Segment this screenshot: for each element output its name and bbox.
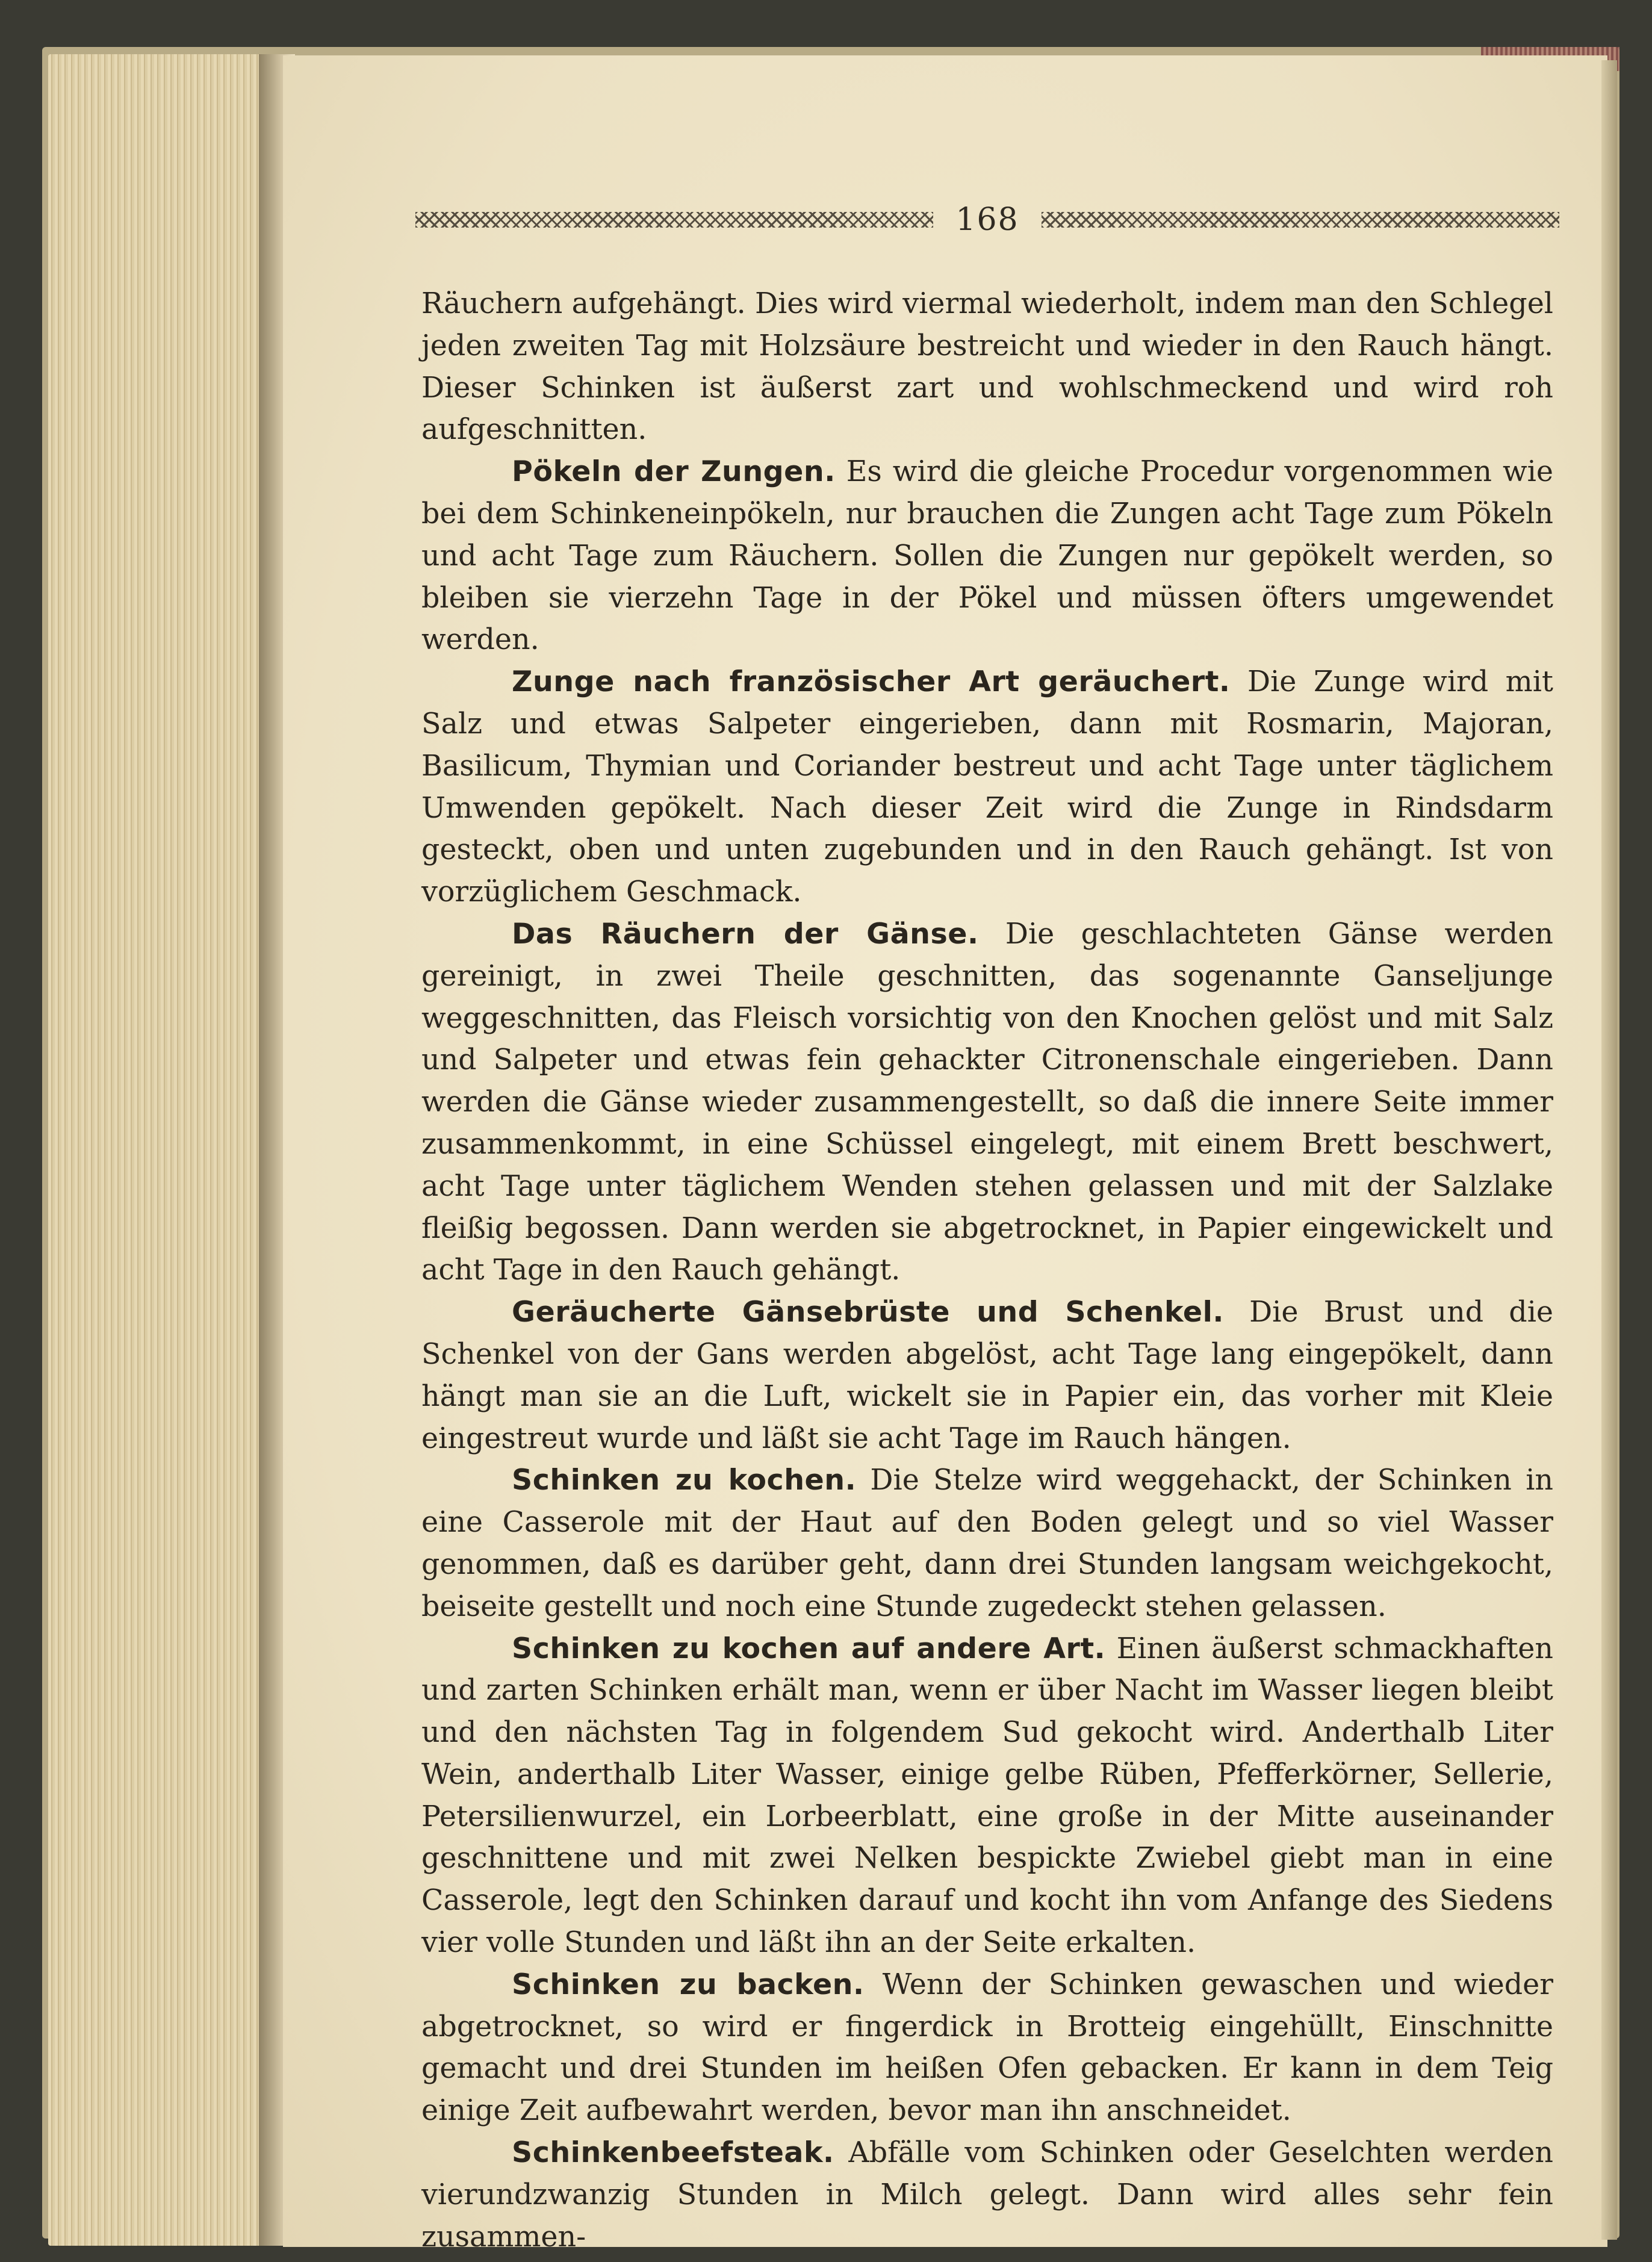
paragraph-heading: Pökeln der Zungen. <box>512 455 836 489</box>
paragraph <box>421 2132 1553 2258</box>
paragraph <box>421 913 1553 1291</box>
paragraph-text: Die Brust und die Schenkel von der Gans werden abgelöst, acht Tage lang eingepökelt, dann hängt man sie an die Luft, wickelt sie in Papier ein, das vorher mit Kleie eingestreut wurde und läßt sie acht Tage im Rauch hängen. <box>421 1296 1554 1455</box>
paragraph-text: Es wird die gleiche Procedur vorgenommen wie bei dem Schinkeneinpökeln, nur brauchen die Zungen acht Tage zum Pökeln und acht Tage zum Räuchern. Sollen die Zungen nur gepökelt werden, so bleiben sie vierzehn Tage in der Pökel und müssen öfters umgewendet werden. <box>421 455 1553 657</box>
page-number: 168 <box>955 202 1019 238</box>
header-ornament-right <box>1042 212 1559 228</box>
paragraph-heading: Schinkenbeefsteak. <box>512 2136 834 2170</box>
paragraph-heading: Schinken zu backen. <box>512 1968 865 2001</box>
paragraph <box>421 1459 1553 1627</box>
paragraph-text: Die Zunge wird mit Salz und etwas Salpeter eingerieben, dann mit Rosmarin, Majoran, Basilicum, Thymian und Coriander bestreut und acht Tage unter täglichem Umwenden gepökelt. Nach dieser Zeit wird die Zunge in Rindsdarm gesteckt, oben und unten zugebunden und in den Rauch gehängt. Ist von vorzüglichem Geschmack. <box>421 665 1553 909</box>
body-text <box>421 283 1553 2258</box>
paragraph <box>421 283 1553 451</box>
paragraph-heading: Schinken zu kochen auf andere Art. <box>512 1632 1106 1665</box>
paragraph-text: Wenn der Schinken gewaschen und wieder abgetrocknet, so wird er fingerdick in Brotteig eingehüllt, Einschnitte gemacht und drei Stunden im heißen Ofen gebacken. Er kann in dem Teig einige Zeit aufbewahrt werden, bevor man ihn anschneidet. <box>421 1968 1553 2128</box>
paragraph-text: Einen äußerst schmackhaften und zarten Schinken erhält man, wenn er über Nacht im Wasser liegen bleibt und den nächsten Tag in folgendem Sud gekocht wird. Anderthalb Liter Wein, anderthalb Liter Wasser, einige gelbe Rüben, Pfefferkörner, Sellerie, Petersilienwurzel, ein Lorbeerblatt, eine große in der Mitte auseinander geschnittene und mit zwei Nelken bespickte Zwiebel giebt man in eine Casserole, legt den Schinken darauf und kocht ihn vom Anfange des Siedens vier volle Stunden und läßt ihn an der Seite erkalten. <box>421 1632 1553 1960</box>
paragraph <box>421 661 1553 913</box>
paragraph-text: Räuchern aufgehängt. Dies wird viermal wiederholt, indem man den Schlegel jeden zweiten Tag mit Holzsäure bestreicht und wieder in den Rauch hängt. Dieser Schinken ist äußerst zart und wohlschmeckend und wird roh aufgeschnitten. <box>421 287 1553 447</box>
paragraph-heading: Schinken zu kochen. <box>512 1464 857 1497</box>
page-edge <box>1601 60 1617 2240</box>
paragraph <box>421 1964 1553 2132</box>
page-stack <box>48 54 271 2246</box>
paragraph-text: Die geschlachteten Gänse werden gereinigt, in zwei Theile geschnitten, das sogenannte Ganseljunge weggeschnitten, das Fleisch vorsichtig von den Knochen gelöst und mit Salz und Salpeter und etwas fein gehackter Citronenschale eingerieben. Dann werden die Gänse wieder zusammengestellt, so daß die innere Seite immer zusammenkommt, in eine Schüssel eingelegt, mit einem Brett beschwert, acht Tage unter täglichem Wenden stehen gelassen und mit der Salzlake fleißig begossen. Dann werden sie abgetrocknet, in Papier eingewickelt und acht Tage in den Rauch gehängt. <box>421 917 1553 1287</box>
paragraph <box>421 1628 1553 1964</box>
header-ornament-left <box>415 212 933 228</box>
paragraph-text: Die Stelze wird weggehackt, der Schinken in eine Casserole mit der Haut auf den Boden gelegt und so viel Wasser genommen, daß es darüber geht, dann drei Stunden langsam weichgekocht, beiseite gestellt und noch eine Stunde zugedeckt stehen gelassen. <box>421 1464 1553 1623</box>
paragraph-heading: Geräucherte Gänsebrüste und Schenkel. <box>512 1296 1224 1329</box>
paragraph <box>421 451 1553 661</box>
paragraph-heading: Zunge nach französischer Art geräuchert. <box>512 665 1231 699</box>
page-header <box>415 202 1559 238</box>
paragraph <box>421 1291 1553 1459</box>
paragraph-heading: Das Räuchern der Gänse. <box>512 917 979 951</box>
paragraph-text: Abfälle vom Schinken oder Geselchten werden vierundzwanzig Stunden in Milch gelegt. Dann wird alles sehr fein zusammen- <box>421 2136 1553 2254</box>
